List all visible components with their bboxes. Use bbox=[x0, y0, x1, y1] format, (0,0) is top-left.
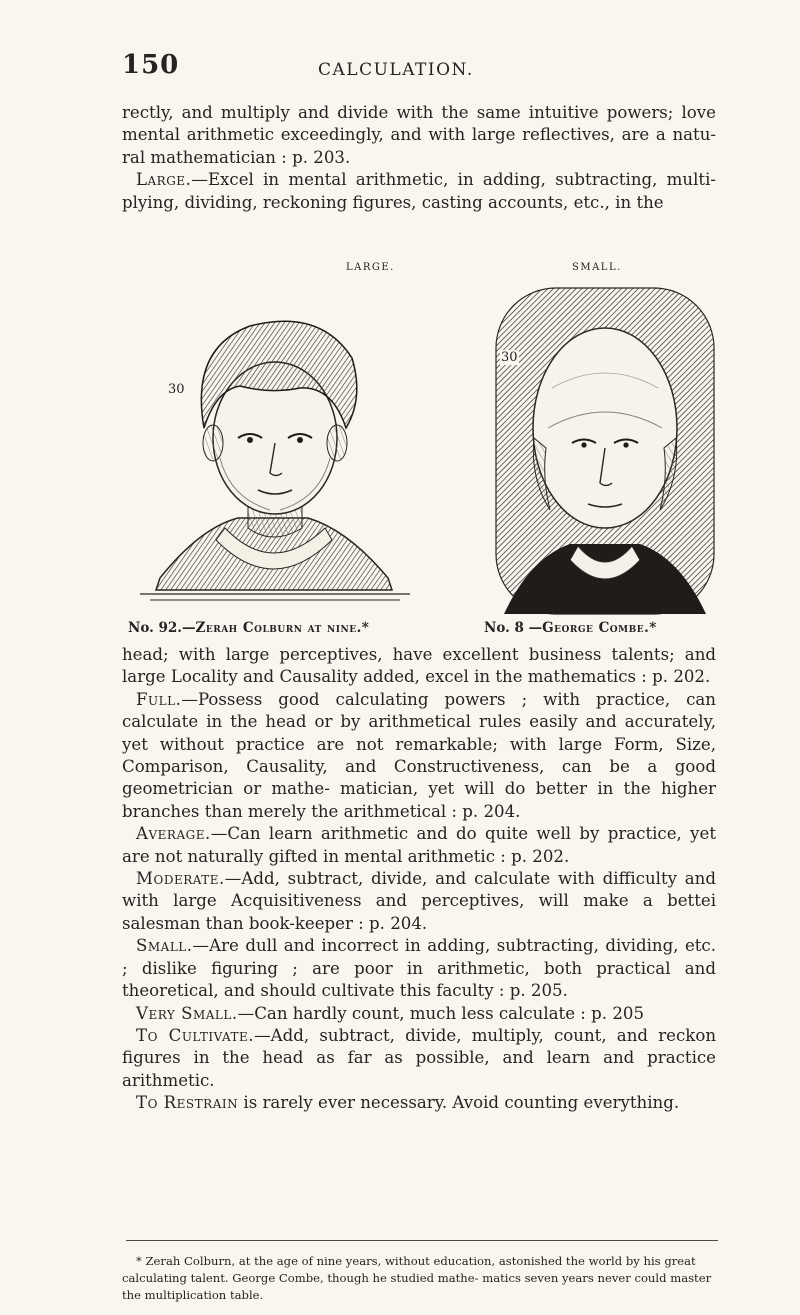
portrait-engraving-icon bbox=[120, 278, 426, 618]
paragraph-body: —Possess good calculating powers ; with practice, can calculate in the head or by arithmetical rules easily and accurately, yet without practice are not remarkable; with large Form, Size, Comparison, Causality, and Constructiveness, can be a good geometrician or mathe- matician, yet will do better in the higher branches than merely the arithmetical : p. 204. bbox=[122, 689, 716, 821]
paragraph-continuation: rectly, and multiply and divide with the same intuitive powers; love mental arithmetic exceedingly, and with large reflectives, are a natu- ral mathematician : p. 203. bbox=[122, 103, 716, 167]
paragraph-label: To Restrain bbox=[136, 1093, 239, 1113]
figure-marker: 30 bbox=[168, 382, 185, 397]
caption-small bbox=[484, 620, 657, 636]
paragraph-large bbox=[122, 169, 716, 214]
caption-name: George Combe.* bbox=[542, 620, 657, 636]
paragraph-label: To Cultivate. bbox=[136, 1025, 255, 1045]
paragraph-body: —Add, subtract, divide, and calculate with difficulty and with large Acquisitiveness and perceptives, will make a bettei salesman than book-keeper : p. 204. bbox=[122, 869, 716, 933]
paragraph-label: Small. bbox=[136, 936, 193, 956]
figure-label-large: LARGE. bbox=[346, 262, 395, 273]
page-number: 150 bbox=[122, 50, 180, 80]
paragraph-very-small bbox=[122, 1003, 716, 1025]
paragraph-moderate bbox=[122, 868, 716, 935]
paragraph-label: Moderate. bbox=[136, 869, 225, 889]
paragraph-label: Full. bbox=[136, 689, 182, 709]
caption-number: No. 8 — bbox=[484, 620, 543, 636]
paragraph-label: Average. bbox=[136, 824, 211, 844]
footnote bbox=[122, 1253, 716, 1304]
paragraph-full bbox=[122, 689, 716, 823]
portrait-large bbox=[120, 278, 426, 618]
caption-number: No. 92.— bbox=[128, 620, 196, 636]
footnote-divider bbox=[126, 1240, 718, 1241]
caption-name: Zerah Colburn at nine.* bbox=[195, 620, 370, 636]
bottom-text bbox=[122, 644, 716, 1115]
caption-large bbox=[128, 620, 369, 636]
paragraph-continuation bbox=[122, 644, 716, 689]
paragraph-body: is rarely ever necessary. Avoid counting everything. bbox=[238, 1093, 680, 1113]
paragraph-small bbox=[122, 935, 716, 1002]
paragraph-body: —Can hardly count, much less calculate : p. 205 bbox=[237, 1003, 645, 1023]
paragraph-restrain bbox=[122, 1092, 716, 1114]
footnote-text: * Zerah Colburn, at the age of nine years, without education, astonished the world by his great calculating talent. George Combe, though he studied mathe- matics seven years never could master the multiplication table. bbox=[122, 1254, 712, 1302]
paragraph-label: Very Small. bbox=[136, 1003, 238, 1023]
paragraph-body: —Add, subtract, divide, multiply, count, and reckon figures in the head as far as possible, and learn and practice arithmetic. bbox=[122, 1025, 717, 1090]
paragraph-body: head; with large perceptives, have excellent business talents; and large Locality and Causality added, excel in the mathematics : p. 202. bbox=[122, 645, 716, 687]
figure-marker: 30 bbox=[501, 350, 518, 365]
paragraph-body: —Can learn arithmetic and do quite well by practice, yet are not naturally gifted in mental arithmetic : p. 202. bbox=[122, 824, 716, 866]
paragraph-label: Large. bbox=[136, 170, 192, 190]
top-text bbox=[122, 102, 716, 214]
paragraph-body: —Are dull and incorrect in adding, subtracting, dividing, etc. ; dislike figuring ; are poor in arithmetic, both practical and theoretical, and should cultivate this faculty : p. 205. bbox=[122, 936, 716, 1001]
figure-label-small: SMALL. bbox=[572, 262, 622, 273]
paragraph-average bbox=[122, 823, 716, 868]
running-title: CALCULATION. bbox=[318, 60, 474, 80]
portrait-engraving-icon bbox=[490, 278, 720, 618]
paragraph-body: —Excel in mental arithmetic, in adding, subtracting, multi- plying, dividing, reckoning figures, casting accounts, etc., in the bbox=[122, 170, 716, 212]
paragraph-cultivate bbox=[122, 1025, 716, 1092]
portrait-small bbox=[490, 278, 720, 618]
